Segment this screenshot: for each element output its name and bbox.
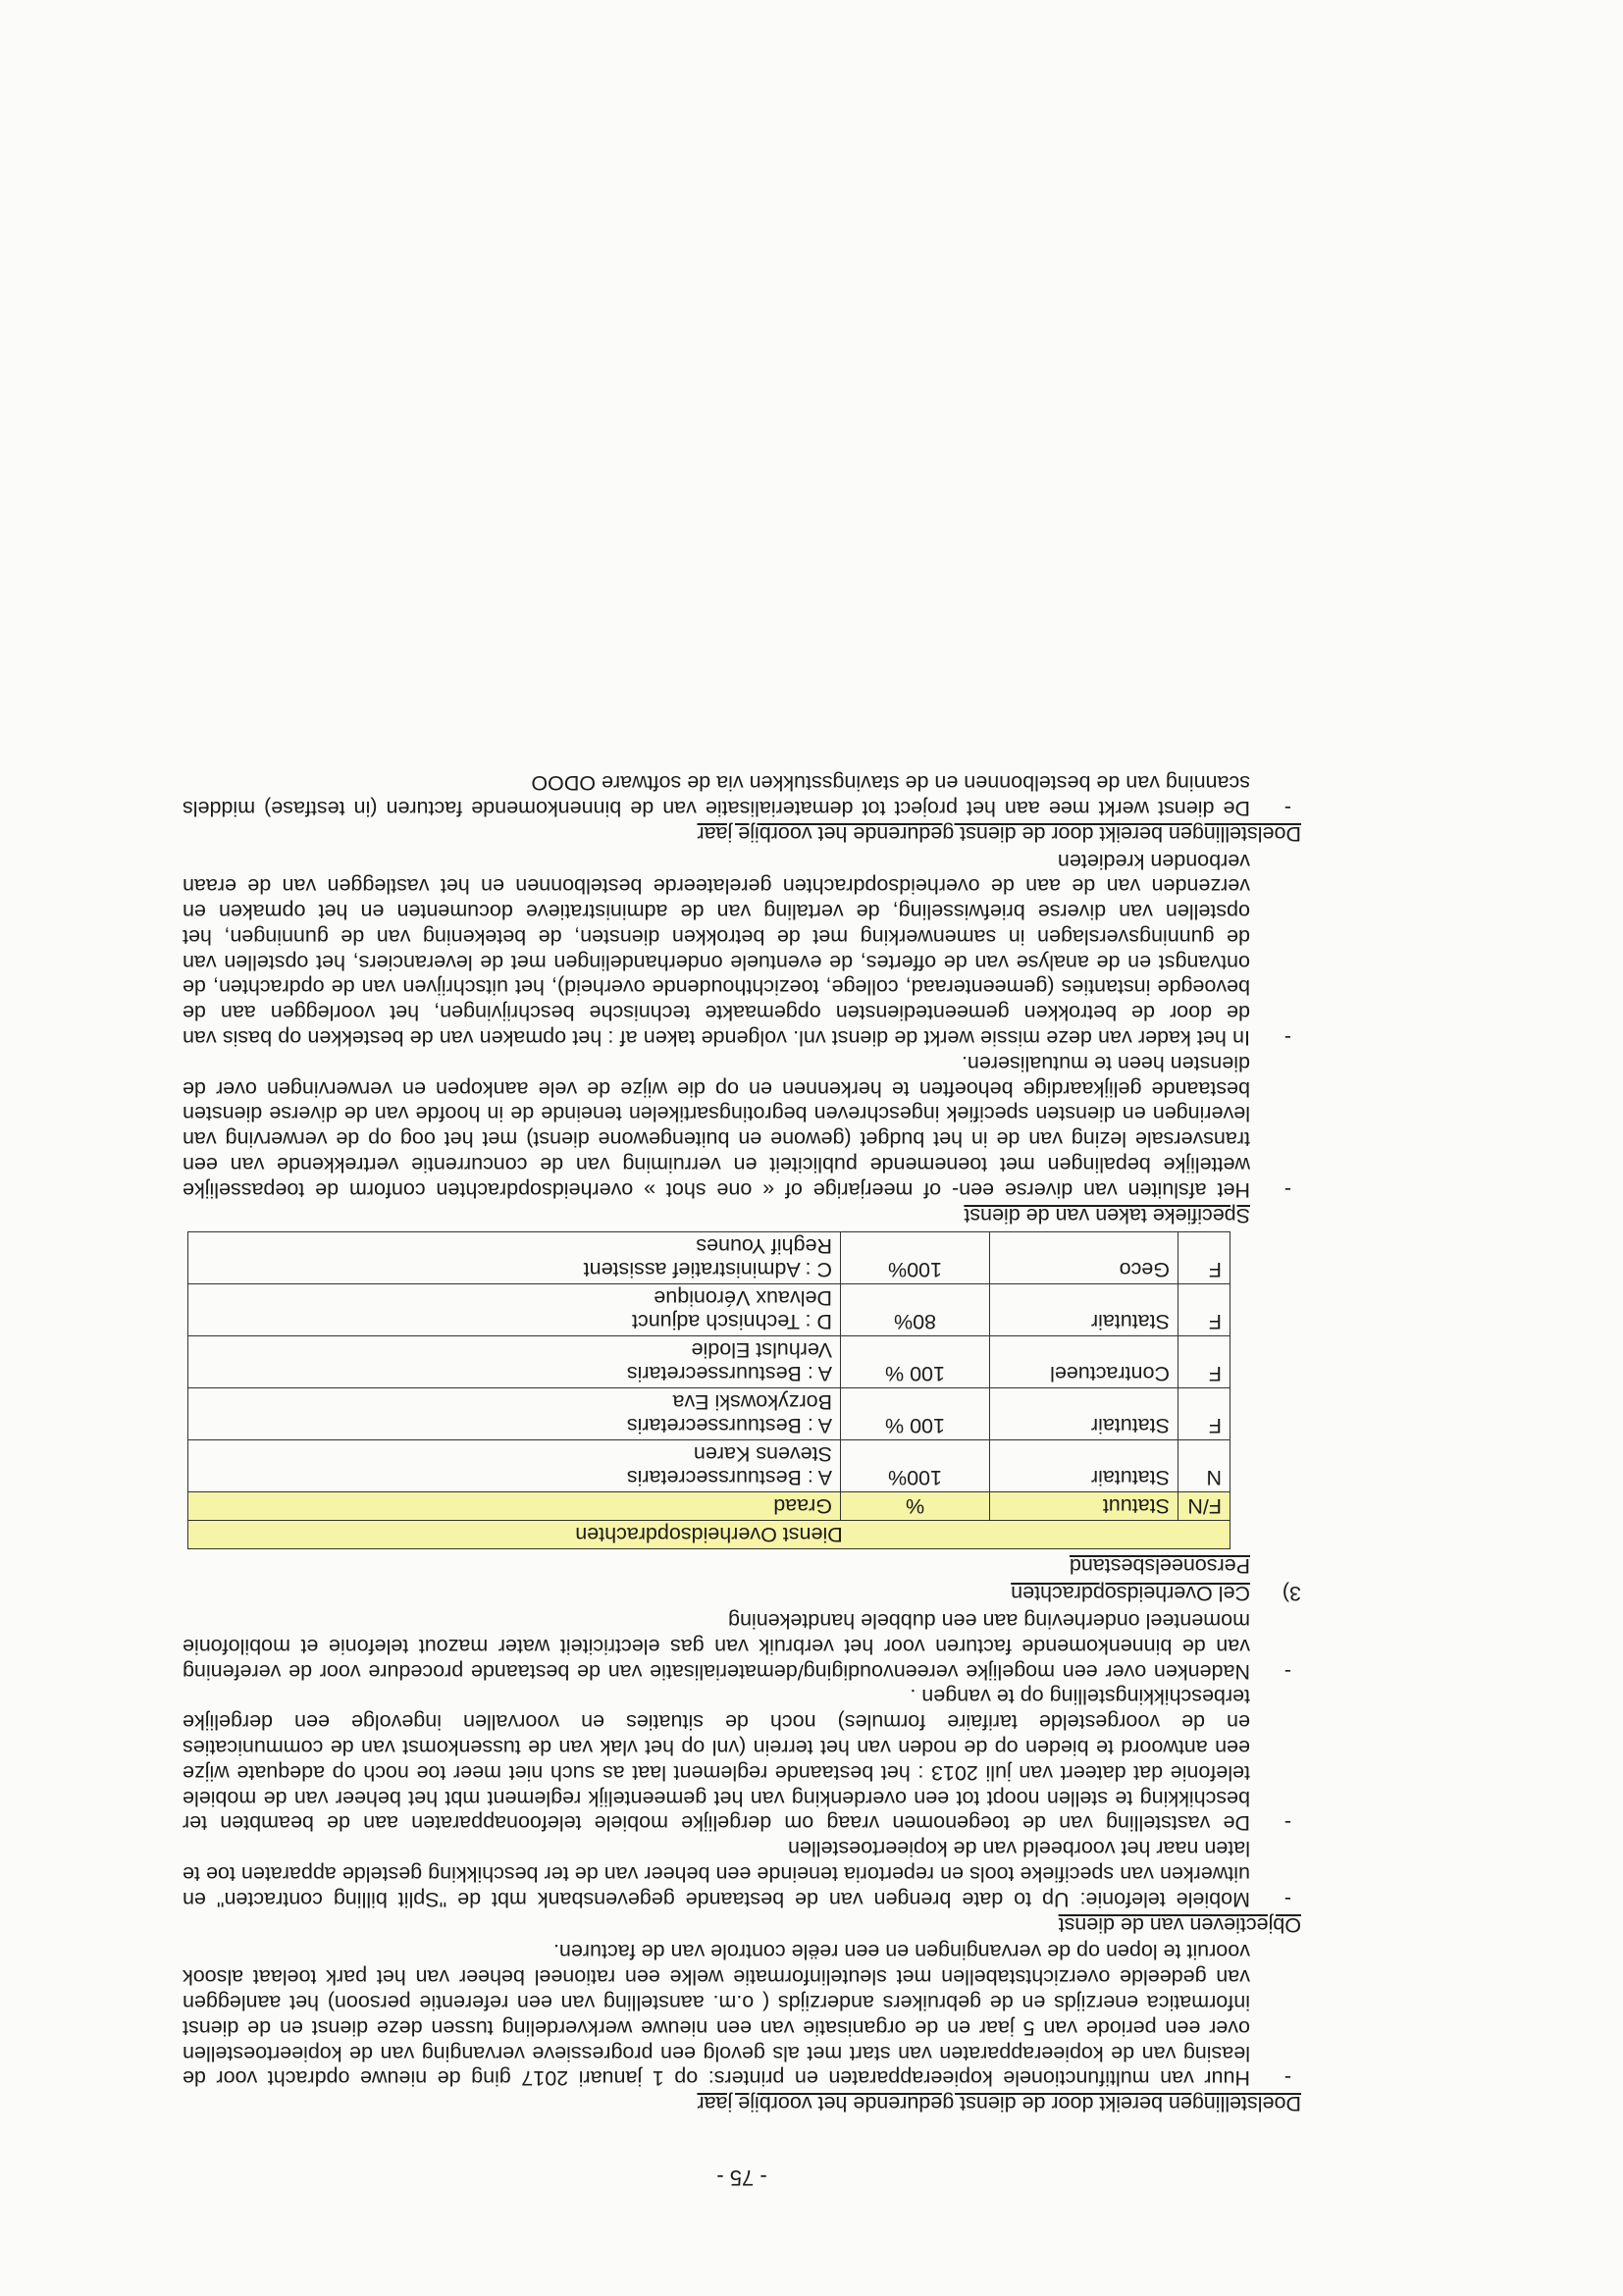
dash-marker: - [1283,796,1291,820]
bullet-text: Huur van multifunctionele kopieerapparaten en printers: op 1 januari 2017 ging de nieuwe opdracht voor de leasing van de kopieerapparaten van start met als gevolg een progressieve vervanging van de kopieertoestellen over een periode van 5 jaar en de organisatie van een nieuwe werkverdeling tussen deze dienst en de dienst informatica enerzijds en de gebruikers anderzijds ( o.m. aanstelling van een referentie persoon) het aanleggen van gedeelde overzichtstabellen met sleutelinformatie welke een rationeel beheer van het park toelaat alsook vooruit te lopen op de vervangingen en een reële controle van de facturen. [183,1940,1250,2091]
cell-percent: 100 % [841,1335,990,1387]
personnel-table [187,1231,1230,1549]
cell-graad [188,1283,841,1335]
bullet-item [183,1607,1301,1683]
employee-name: Delvaux Véronique [654,1285,832,1310]
page-content [183,769,1301,2190]
grade-text: D : Technisch adjunct [632,1309,832,1333]
numbered-section [183,1580,1301,1605]
bullet-text: Mobiele telefonie: Up to date brengen van de bestaande gegevensbank mbt de "Split billing contracten" en uitwerken van specifieke tools en repertoria teneinde een beheer van de ter beschikking gestelde apparaten toe te laten naar het voorbeeld van de kopieertoestellen [183,1837,1250,1911]
cell-fn: F [1178,1283,1230,1335]
bullet-text: De vaststelling van de toegenomen vraag om dergelijke mobiele telefoonapparaten aan de beambten ter beschikking te stellen noopt tot een overdenking van het gemeentelijk reglement mbt het beheer van de mobiele telefonie dat dateert van juli 2013 : het bestaande reglement laat as such niet meer toe noch op adequate wijze een antwoord te bieden op de noden van het terrein (vnl op het vlak van de tussenkomst van de communicaties en de voorgestelde tarifaire formules) noch de situaties en voorvallen ingevolge een dergelijke terbeschikkingstelling op te vangen . [183,1685,1250,1836]
personnel-heading: Personeelsbestand [1069,1554,1250,1579]
employee-name: Borzykowski Eva [672,1389,832,1414]
table-row [188,1335,1230,1387]
cell-percent: 80% [841,1283,990,1335]
bullet-text: Nadenken over een mogelijke vereenvoudiging/dematerialisatie van de bestaande procedure voor de verefening van de binnenkomende facturen voor het verbruik van gas electriciteit water mazout telefonie et mobilofonie momenteel onderheving aan een dubbele handtekening [183,1609,1250,1684]
grade-text: A : Bestuurssecretaris [626,1413,832,1437]
page-number: - 75 - [716,2166,767,2190]
dash-marker: - [1283,1811,1291,1836]
grade-text: A : Bestuurssecretaris [626,1465,832,1489]
cell-statuut: Statutair [990,1387,1178,1439]
cell-percent: 100% [841,1231,990,1283]
cell-statuut: Geco [990,1231,1178,1283]
header-statuut: Statuut [990,1491,1178,1520]
bullet-text: De dienst werkt mee aan het project tot dematerialisatie van de binnenkomende facturen (in testfase) middels scanning van de bestelbonnen en de stavingsstukken via de software ODOO [183,771,1250,820]
cell-fn: F [1178,1231,1230,1283]
dash-marker: - [1283,2066,1291,2091]
employee-name: Reghif Younes [696,1233,832,1258]
header-percent: % [841,1491,990,1520]
table-title: Dienst Overheidsopdrachten [188,1520,1230,1548]
employee-name: Verhulst Elodie [691,1337,832,1362]
header-fn: F/N [1178,1491,1230,1520]
bullet-item [183,1050,1301,1202]
employee-name: Stevens Karen [693,1441,832,1466]
cell-graad [188,1231,841,1283]
header-graad: Graad [188,1491,841,1520]
bullet-item [183,769,1301,820]
cell-graad [188,1439,841,1491]
table-header-row [188,1491,1230,1520]
section-heading-tasks: Specifieke taken van de dienst [964,1203,1250,1227]
table-row [188,1439,1230,1491]
cell-graad [188,1335,841,1387]
dash-marker: - [1283,1177,1291,1202]
grade-text: C : Administratief assistent [583,1257,832,1281]
bullet-item [183,1684,1301,1836]
cell-percent: 100% [841,1439,990,1491]
cell-fn: F [1178,1335,1230,1387]
dash-marker: - [1283,1026,1291,1051]
dash-marker: - [1283,1887,1291,1911]
dash-marker: - [1283,1659,1291,1684]
section-heading-achieved: Doelstellingen bereikt door de dienst gedurende het voorbije jaar [697,2092,1301,2116]
grade-text: A : Bestuurssecretaris [626,1361,832,1385]
section-title: Cel Overheidsopdrachten [1011,1582,1250,1606]
cell-statuut: Statutair [990,1439,1178,1491]
cell-statuut: Statutair [990,1283,1178,1335]
cell-graad [188,1387,841,1439]
section-heading-achieved-2: Doelstellingen bereikt door de dienst gedurende het voorbije jaar [697,821,1301,846]
bullet-text: Het afsluiten van diverse een- of meerjarige of « one shot » overheidsopdrachten conform de toepasselijke wettelijke bepalingen met toenemende publiciteit en verruiming van de concurrentie vertrekkende van een transversale lezing van de in het budget (gewone en buitengewone dienst) met het oog op de verwerving van leveringen en diensten specifiek ingeschreven begrotingsartikelen teneinde de in hoofde van de diverse diensten bestaande gelijkaardige behoeften te herkennen en op die wijze de vele aankopen en verwervingen over de diensten heen te mutualiseren. [183,1051,1250,1202]
cell-fn: F [1178,1387,1230,1439]
bullet-item [183,1835,1301,1910]
table-row [188,1283,1230,1335]
bullet-text: In het kader van deze missie werkt de dienst vnl. volgende taken af : het opmaken van de bestekken op basis van de door de betrokken gemeentediensten opgemaakte technische beschrijvingen, het voorleggen aan de bevoegde instanties (gemeenteraad, college, toezichthoudende overheid), het uitschrijven van de opdrachten, de ontvangst en de analyse van de offertes, de eventuele onderhandelingen met de leveranciers, het opstellen van de gunningsverslagen in samenwerking met de betrokken diensten, de betekening van de gunningen, het opstellen van diverse briefwisseling, de vertaling van de administratieve documenten en het opmaken en verzenden van de aan de overheidsopdrachten gerelateerde bestelbonnen en het vastleggen van de eraan verbonden kredieten [183,849,1250,1051]
table-row [188,1387,1230,1439]
section-heading-objectives: Objectieven van de dienst [1058,1912,1301,1937]
cell-fn: N [1178,1439,1230,1491]
cell-statuut: Contractueel [990,1335,1178,1387]
bullet-item [183,848,1301,1050]
cell-percent: 100 % [841,1387,990,1439]
table-row [188,1231,1230,1283]
section-number: 3) [1282,1582,1301,1606]
table-title-row [188,1520,1230,1548]
bullet-item [183,1939,1301,2091]
